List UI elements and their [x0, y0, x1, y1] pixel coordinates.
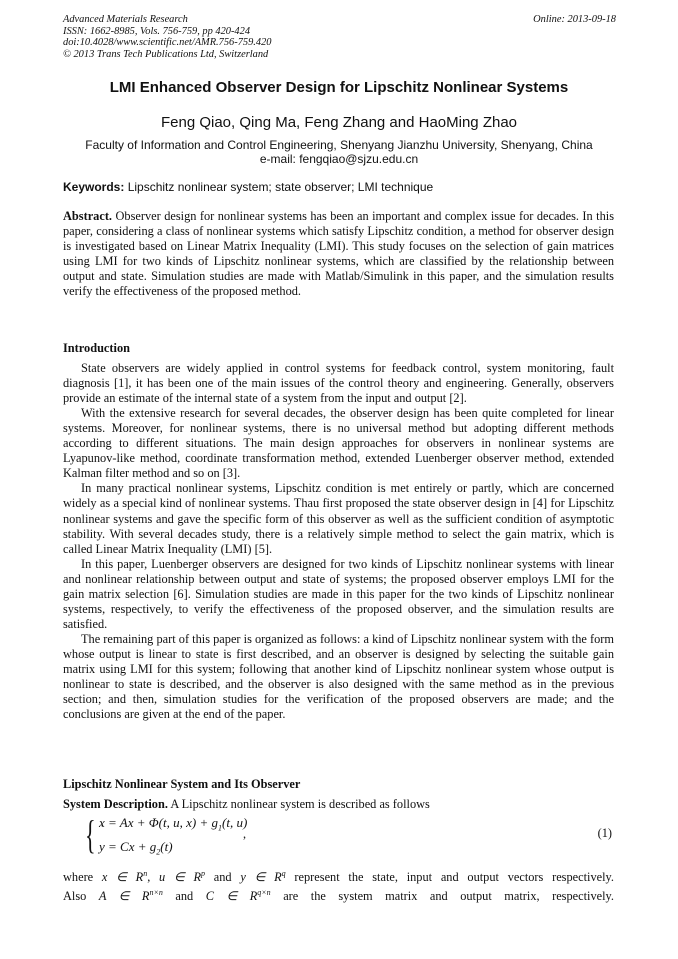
equation-comma: ,: [243, 827, 247, 842]
affiliation-block: [0, 138, 678, 166]
issn-line: ISSN: 1662-8985, Vols. 756-759, pp 420-424: [63, 25, 251, 37]
keywords-text: Lipschitz nonlinear system; state observer; LMI technique: [127, 180, 434, 194]
online-date: Online: 2013-09-18: [533, 14, 616, 25]
paragraph: Also A ∈ $R^{n\times n}$ and C ∈ $R^{q\times n}$ are the system matrix and output matrix, respectively.: [63, 888, 614, 904]
paragraph: The remaining part of this paper is organized as follows: a kind of Lipschitz nonlinear system with the form whose output is linear to state is first described, and an observer is designed by selecting the suitable gain matrix using LMI for this system; following that another kind of Lipschitz nonlinear system whose output is nonlinear to state is described, and the observer is also designed with the same method as in the previous section; and then, simulation studies for the verification of the proposed observers are made; and the conclusions are given at the end of the paper.: [63, 631, 614, 722]
equation-line-1: x = Ax + Φ(t, u, $x) + g_1(t$, u): [99, 815, 248, 833]
equation-line-2: $y = Cx + g_2(t)$: [99, 839, 173, 857]
abstract-text: Observer design for nonlinear systems has been an important and complex issue for decades. In this paper, considering a class of nonlinear systems which satisfy Lipschitz condition, a method for observer design is investigated based on Linear Matrix Inequality (LMI). This study focuses on the selection of gain matrices using LMI for two kinds of Lipschitz nonlinear systems, which are classified by the relationship between output and state. Simulation studies are made with Matlab/Simulink in this paper, and the simulation results verify the effectiveness of the proposed method.: [63, 209, 614, 299]
brace-icon: {: [85, 812, 96, 858]
lipschitz-section: [63, 777, 614, 904]
copyright-line: © 2013 Trans Tech Publications Ltd, Switzerland: [63, 48, 269, 60]
equation-1: [63, 813, 614, 863]
subsection-text: A Lipschitz nonlinear system is described as follows: [170, 797, 430, 812]
paragraph: State observers are widely applied in control systems for feedback control, system monitoring, fault diagnosis [1], it has been one of the main issues of the control theory and engineering. Generally, observers provide an estimate of the internal state of a system from the input and output [2].: [63, 361, 614, 406]
keywords: [63, 180, 616, 194]
introduction-section: [63, 341, 614, 722]
authors: Feng Qiao, Qing Ma, Feng Zhang and HaoMing Zhao: [160, 114, 518, 131]
keywords-label: Keywords:: [63, 180, 125, 194]
email: e-mail: fengqiao@sjzu.edu.cn: [259, 152, 419, 166]
abstract: [63, 209, 614, 299]
abstract-label: Abstract.: [63, 209, 113, 223]
paragraph: In this paper, Luenberger observers are designed for two kinds of Lipschitz nonlinear systems with linear and nonlinear relationship between output and state of systems; the proposed observer employs LMI for the gain matrix selection [6]. Simulation studies are made in this paper for the two kinds of Lipschitz nonlinear systems, respectively, to verify the effectiveness of the proposed observer, and the simulation results are satisfied.: [63, 556, 614, 631]
paragraph: With the extensive research for several decades, the observer design has been quite completed for linear systems. Moreover, for nonlinear systems, there is no universal method but adopting different methods according to different situations. The main design approaches for observers in nonlinear systems are Lyapunov-like method, coordinate transformation method, extended Luenberger observer method, extended Kalman filter method and so on [3].: [63, 406, 614, 481]
equation-number: (1): [597, 826, 612, 841]
paragraph: where x ∈ $R^n$, u ∈ $R^p$ and y ∈ $R^q$ represent the state, input and output vectors respectively.: [63, 869, 615, 885]
subsection-intro: [63, 797, 614, 812]
section-heading: Lipschitz Nonlinear System and Its Observer: [63, 777, 301, 791]
affiliation: Faculty of Information and Control Engineering, Shenyang Jianzhu University, Shenyang, China: [85, 138, 593, 152]
paper-title: LMI Enhanced Observer Design for Lipschitz Nonlinear Systems: [109, 79, 569, 96]
subsection-label: System Description.: [63, 797, 168, 812]
paragraph: In many practical nonlinear systems, Lipschitz condition is met entirely or partly, which are concerned widely as a special kind of nonlinear systems. Thau first proposed the state observer design in [4] for Lipschitz nonlinear systems and gave the specific form of this observer as well as the sufficient condition of asymptotic stability. With several decades study, there is a relatively simple method to select the gain matrix, which is called Linear Matrix Inequality (LMI) [5].: [63, 481, 614, 556]
journal-header: [63, 14, 616, 60]
section-heading: Introduction: [63, 341, 130, 355]
journal-name: Advanced Materials Research: [63, 14, 188, 25]
doi-line: doi:10.4028/www.scientific.net/AMR.756-759.420: [63, 37, 272, 49]
